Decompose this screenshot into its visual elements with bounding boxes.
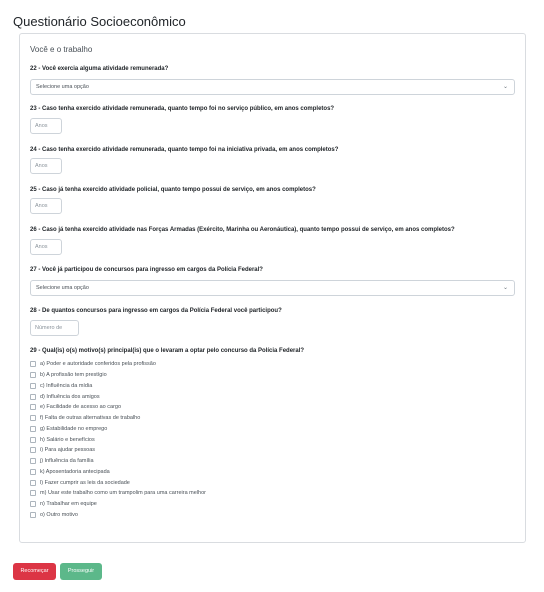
option-label: c) Influência da mídia: [40, 382, 93, 389]
next-button[interactable]: Prosseguir: [60, 563, 102, 580]
option-label: d) Influência dos amigos: [40, 393, 100, 400]
option-label: k) Aposentadoria antecipada: [40, 468, 110, 475]
q29-label: 29 - Qual(is) o(s) motivo(s) principal(is) que o levaram a optar pelo concurso da Polícia Federal?: [30, 348, 305, 354]
checkbox[interactable]: [30, 458, 36, 464]
option-label: f) Falta de outras alternativas de trabalho: [40, 415, 141, 422]
checkbox[interactable]: [30, 512, 36, 518]
q26-years-input[interactable]: [30, 239, 62, 255]
q29-option[interactable]: [30, 424, 206, 435]
section-title: Você e o trabalho: [30, 45, 93, 54]
q29-option[interactable]: [30, 434, 206, 445]
q22-label: 22 - Você exercia alguma atividade remunerada?: [30, 66, 169, 72]
option-label: a) Poder e autoridade conferidos pela profissão: [40, 361, 156, 368]
q27-select[interactable]: [30, 280, 515, 296]
option-label: b) A profissão tem prestígio: [40, 372, 107, 379]
checkbox[interactable]: [30, 383, 36, 389]
checkbox[interactable]: [30, 394, 36, 400]
q29-option[interactable]: [30, 413, 206, 424]
q27-label: 27 - Você já participou de concursos para ingresso em cargos da Polícia Federal?: [30, 267, 263, 273]
q29-option[interactable]: [30, 359, 206, 370]
option-label: m) Usar este trabalho como um trampolim para uma carreira melhor: [40, 490, 206, 497]
option-label: h) Salário e benefícios: [40, 436, 95, 443]
checkbox[interactable]: [30, 372, 36, 378]
checkbox[interactable]: [30, 415, 36, 421]
chevron-down-icon: ⌄: [502, 285, 508, 291]
checkbox[interactable]: [30, 447, 36, 453]
q29-option[interactable]: [30, 499, 206, 510]
option-label: o) Outro motivo: [40, 511, 78, 518]
q29-option[interactable]: [30, 467, 206, 478]
q28-count-input[interactable]: [30, 320, 79, 336]
q22-select[interactable]: [30, 79, 515, 95]
checkbox[interactable]: [30, 469, 36, 475]
questionnaire-card: [19, 33, 526, 543]
page-title: Questionário Socioeconômico: [13, 14, 186, 29]
option-label: j) Influência da família: [40, 458, 94, 465]
q27-select-value: Selecione uma opção: [36, 285, 89, 291]
checkbox[interactable]: [30, 490, 36, 496]
q24-years-input[interactable]: [30, 158, 62, 174]
q26-label: 26 - Caso já tenha exercido atividade nas Forças Armadas (Exército, Marinha ou Aeronáutica), quanto tempo possui de serviço, em anos completos?: [30, 227, 455, 233]
q29-option[interactable]: [30, 402, 206, 413]
q23-label: 23 - Caso tenha exercido atividade remunerada, quanto tempo foi no serviço público, em anos completos?: [30, 106, 335, 112]
checkbox[interactable]: [30, 437, 36, 443]
q23-years-input[interactable]: [30, 118, 62, 134]
q29-option[interactable]: [30, 488, 206, 499]
option-label: n) Trabalhar em equipe: [40, 501, 97, 508]
q22-select-value: Selecione uma opção: [36, 84, 89, 90]
q29-option[interactable]: [30, 456, 206, 467]
option-label: g) Estabilidade no emprego: [40, 425, 108, 432]
option-label: i) Para ajudar pessoas: [40, 447, 96, 454]
q29-option[interactable]: [30, 510, 206, 521]
q29-option[interactable]: [30, 391, 206, 402]
q29-option[interactable]: [30, 445, 206, 456]
q25-label: 25 - Caso já tenha exercido atividade policial, quanto tempo possui de serviço, em anos completos?: [30, 187, 316, 193]
checkbox[interactable]: [30, 426, 36, 432]
q29-option[interactable]: [30, 381, 206, 392]
chevron-down-icon: ⌄: [502, 84, 508, 90]
checkbox[interactable]: [30, 404, 36, 410]
option-label: l) Fazer cumprir as leis da sociedade: [40, 479, 130, 486]
checkbox[interactable]: [30, 480, 36, 486]
q28-label: 28 - De quantos concursos para ingresso em cargos da Polícia Federal você participou?: [30, 308, 282, 314]
q25-years-input[interactable]: [30, 198, 62, 214]
restart-button[interactable]: Recomeçar: [13, 563, 56, 580]
q29-options-list: [30, 359, 206, 520]
option-label: e) Facilidade de acesso ao cargo: [40, 404, 122, 411]
q29-option[interactable]: [30, 477, 206, 488]
checkbox[interactable]: [30, 361, 36, 367]
checkbox[interactable]: [30, 501, 36, 507]
q29-option[interactable]: [30, 370, 206, 381]
q24-label: 24 - Caso tenha exercido atividade remunerada, quanto tempo foi na iniciativa privada, em anos completos?: [30, 147, 339, 153]
